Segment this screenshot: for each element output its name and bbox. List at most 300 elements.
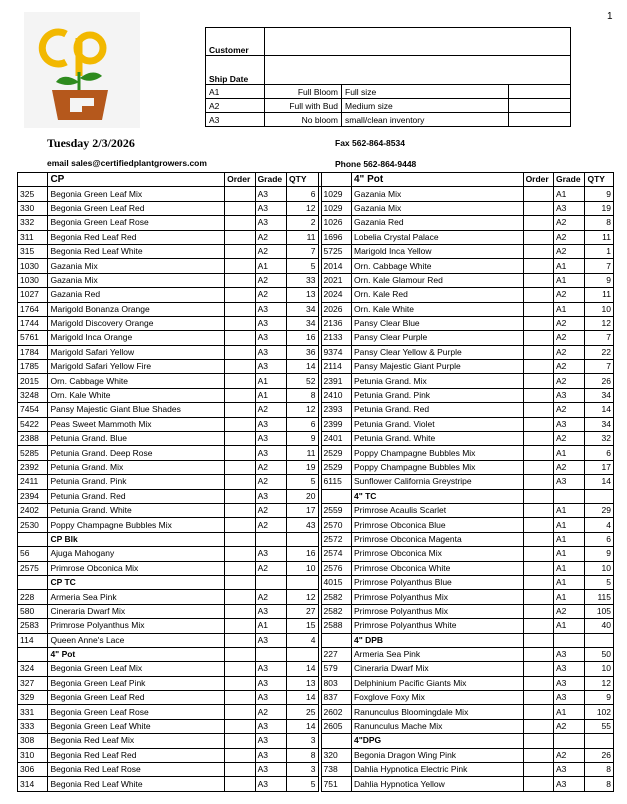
order-cell[interactable] xyxy=(523,403,553,417)
item-name: Orn. Kale White xyxy=(351,302,523,316)
item-code: 330 xyxy=(18,201,48,215)
table-row xyxy=(18,633,614,647)
table-row xyxy=(18,288,614,302)
order-cell[interactable] xyxy=(523,676,553,690)
item-grade: A3 xyxy=(554,647,585,661)
order-cell[interactable] xyxy=(225,230,255,244)
table-row xyxy=(18,475,614,489)
order-cell[interactable] xyxy=(523,662,553,676)
item-grade: A3 xyxy=(554,201,585,215)
item-code: 5725 xyxy=(321,244,351,258)
item-qty: 9 xyxy=(585,187,614,201)
item-grade: A3 xyxy=(255,763,286,777)
item-name: Ranunculus Mache Mix xyxy=(351,719,523,733)
order-cell[interactable] xyxy=(523,777,553,791)
item-code: 2574 xyxy=(321,547,351,561)
order-cell[interactable] xyxy=(225,331,255,345)
item-name: Primrose Obconica Magenta xyxy=(351,532,523,546)
order-cell[interactable] xyxy=(523,360,553,374)
item-qty: 12 xyxy=(585,316,614,330)
item-name: Begonia Red Leaf Mix xyxy=(48,734,225,748)
item-qty: 34 xyxy=(287,316,318,330)
order-cell[interactable] xyxy=(523,187,553,201)
item-code: 2136 xyxy=(321,316,351,330)
order-cell[interactable] xyxy=(523,547,553,561)
order-cell[interactable] xyxy=(523,575,553,589)
item-grade: A3 xyxy=(554,662,585,676)
item-code: 2410 xyxy=(321,388,351,402)
item-name: Petunia Grand. White xyxy=(351,432,523,446)
order-cell[interactable] xyxy=(225,302,255,316)
order-cell[interactable] xyxy=(523,244,553,258)
order-cell[interactable] xyxy=(523,705,553,719)
item-code: 2576 xyxy=(321,561,351,575)
item-grade: A2 xyxy=(554,360,585,374)
order-cell[interactable] xyxy=(225,432,255,446)
item-grade: A1 xyxy=(554,518,585,532)
customer-field[interactable] xyxy=(265,28,571,56)
order-cell[interactable] xyxy=(523,590,553,604)
table-row xyxy=(18,460,614,474)
item-name: Cineraria Dwarf Mix xyxy=(48,604,225,618)
order-cell[interactable] xyxy=(225,417,255,431)
item-grade: A3 xyxy=(255,216,286,230)
item-name: Begonia Green Leaf Rose xyxy=(48,705,225,719)
order-cell[interactable] xyxy=(225,360,255,374)
order-cell[interactable] xyxy=(225,201,255,215)
item-qty: 8 xyxy=(287,748,318,762)
order-cell[interactable] xyxy=(523,259,553,273)
order-cell[interactable] xyxy=(225,719,255,733)
order-cell[interactable] xyxy=(523,273,553,287)
order-cell[interactable] xyxy=(523,619,553,633)
item-name: Poppy Champagne Bubbles Mix xyxy=(351,460,523,474)
item-name: Petunia Grand. Violet xyxy=(351,417,523,431)
order-cell[interactable] xyxy=(225,489,255,503)
order-cell[interactable] xyxy=(225,777,255,791)
item-qty: 2 xyxy=(287,216,318,230)
section-heading: 4" DPB xyxy=(351,633,523,647)
item-code: 114 xyxy=(18,633,48,647)
order-cell[interactable] xyxy=(523,763,553,777)
item-code: 1030 xyxy=(18,273,48,287)
item-qty: 5 xyxy=(287,475,318,489)
order-cell[interactable] xyxy=(225,561,255,575)
table-row xyxy=(18,676,614,690)
table-row xyxy=(18,331,614,345)
item-qty: 8 xyxy=(585,216,614,230)
table-row xyxy=(18,432,614,446)
order-cell[interactable] xyxy=(225,288,255,302)
order-cell[interactable] xyxy=(225,604,255,618)
section-heading: CP TC xyxy=(48,575,225,589)
order-cell[interactable] xyxy=(523,647,553,661)
item-qty: 6 xyxy=(585,446,614,460)
item-name: Armeria Sea Pink xyxy=(351,647,523,661)
order-cell[interactable] xyxy=(225,244,255,258)
item-name: Lobelia Crystal Palace xyxy=(351,230,523,244)
item-name: Primrose Acaulis Scarlet xyxy=(351,503,523,517)
item-qty: 10 xyxy=(287,561,318,575)
item-grade: A2 xyxy=(554,216,585,230)
item-name: Begonia Green Leaf Red xyxy=(48,201,225,215)
item-grade: A3 xyxy=(255,316,286,330)
order-header: Order xyxy=(523,173,553,187)
grade-size: small/clean inventory xyxy=(342,113,509,127)
item-qty: 13 xyxy=(287,288,318,302)
item-qty: 32 xyxy=(585,432,614,446)
order-cell[interactable] xyxy=(225,460,255,474)
item-name: Primrose Polyanthus Blue xyxy=(351,575,523,589)
item-qty: 50 xyxy=(585,647,614,661)
order-cell[interactable] xyxy=(523,288,553,302)
item-grade: A1 xyxy=(554,273,585,287)
item-code: 2399 xyxy=(321,417,351,431)
item-code: 227 xyxy=(321,647,351,661)
table-row xyxy=(18,201,614,215)
item-name: Pansy Clear Purple xyxy=(351,331,523,345)
order-cell[interactable] xyxy=(225,316,255,330)
item-qty: 7 xyxy=(585,360,614,374)
order-cell[interactable] xyxy=(523,460,553,474)
item-grade: A1 xyxy=(554,503,585,517)
item-qty: 12 xyxy=(287,201,318,215)
order-cell[interactable] xyxy=(225,345,255,359)
item-grade: A2 xyxy=(554,432,585,446)
item-qty: 10 xyxy=(585,302,614,316)
table-row xyxy=(18,575,614,589)
item-qty: 19 xyxy=(287,460,318,474)
order-cell[interactable] xyxy=(225,734,255,748)
item-qty: 5 xyxy=(287,259,318,273)
order-cell[interactable] xyxy=(225,763,255,777)
table-row xyxy=(18,187,614,201)
item-grade: A3 xyxy=(255,547,286,561)
qty-cell xyxy=(287,575,318,589)
logo-leaf-left xyxy=(56,77,79,85)
item-code: 803 xyxy=(321,676,351,690)
item-qty: 8 xyxy=(287,388,318,402)
item-qty: 26 xyxy=(585,374,614,388)
item-code: 324 xyxy=(18,662,48,676)
item-code: 2559 xyxy=(321,503,351,517)
order-cell[interactable] xyxy=(523,503,553,517)
table-header-row xyxy=(18,173,614,187)
item-grade: A1 xyxy=(255,619,286,633)
order-cell[interactable] xyxy=(523,230,553,244)
item-name: Begonia Red Leaf Red xyxy=(48,748,225,762)
item-code: 2529 xyxy=(321,446,351,460)
item-code: 1026 xyxy=(321,216,351,230)
item-qty: 4 xyxy=(287,633,318,647)
item-grade: A2 xyxy=(554,403,585,417)
order-cell[interactable] xyxy=(523,302,553,316)
grade-blank xyxy=(509,113,571,127)
item-qty: 26 xyxy=(585,748,614,762)
table-row xyxy=(18,489,614,503)
item-code: 2588 xyxy=(321,619,351,633)
item-grade: A2 xyxy=(255,518,286,532)
item-code: 4015 xyxy=(321,575,351,589)
item-name: Begonia Red Leaf White xyxy=(48,244,225,258)
item-code: 1027 xyxy=(18,288,48,302)
item-qty: 34 xyxy=(585,417,614,431)
order-cell[interactable] xyxy=(523,734,553,748)
section-heading: 4" TC xyxy=(351,489,523,503)
item-grade: A3 xyxy=(554,388,585,402)
item-qty: 25 xyxy=(287,705,318,719)
order-cell[interactable] xyxy=(225,216,255,230)
order-cell[interactable] xyxy=(523,345,553,359)
item-qty: 1 xyxy=(585,244,614,258)
item-name: Primrose Polyanthus Mix xyxy=(351,604,523,618)
item-code: 310 xyxy=(18,748,48,762)
order-cell[interactable] xyxy=(225,619,255,633)
item-name: Begonia Green Leaf Rose xyxy=(48,216,225,230)
order-cell[interactable] xyxy=(523,446,553,460)
item-name: Gazania Red xyxy=(351,216,523,230)
cp-logo-icon xyxy=(24,12,140,128)
item-qty: 3 xyxy=(287,734,318,748)
item-name: Armeria Sea Pink xyxy=(48,590,225,604)
item-grade: A2 xyxy=(255,273,286,287)
item-name: Poppy Champagne Bubbles Mix xyxy=(351,446,523,460)
item-name: Petunia Grand. Blue xyxy=(48,432,225,446)
logo-letter-c xyxy=(42,32,66,64)
item-qty: 14 xyxy=(585,475,614,489)
item-code: 1696 xyxy=(321,230,351,244)
item-name: Petunia Grand. Mix xyxy=(351,374,523,388)
item-code: 2394 xyxy=(18,489,48,503)
item-grade: A1 xyxy=(554,532,585,546)
order-cell[interactable] xyxy=(225,662,255,676)
item-qty: 29 xyxy=(585,503,614,517)
order-cell[interactable] xyxy=(523,417,553,431)
item-grade: A2 xyxy=(255,705,286,719)
item-qty: 8 xyxy=(585,777,614,791)
table-row xyxy=(18,446,614,460)
grade-cell xyxy=(255,647,286,661)
order-cell[interactable] xyxy=(523,432,553,446)
order-cell[interactable] xyxy=(523,216,553,230)
item-grade: A2 xyxy=(554,604,585,618)
item-code: 2401 xyxy=(321,432,351,446)
item-code: 1029 xyxy=(321,187,351,201)
item-qty: 9 xyxy=(287,432,318,446)
item-code: 2014 xyxy=(321,259,351,273)
table-row xyxy=(18,590,614,604)
item-code: 2411 xyxy=(18,475,48,489)
item-code: 2583 xyxy=(18,619,48,633)
item-qty: 115 xyxy=(585,590,614,604)
item-qty: 7 xyxy=(287,244,318,258)
section-heading: 4" Pot xyxy=(48,647,225,661)
item-grade: A3 xyxy=(255,331,286,345)
item-name: Petunia Grand. Red xyxy=(351,403,523,417)
item-qty: 22 xyxy=(585,345,614,359)
item-name: Primrose Polyanthus Mix xyxy=(48,619,225,633)
order-cell[interactable] xyxy=(225,388,255,402)
section-code-cell xyxy=(18,532,48,546)
item-qty: 17 xyxy=(585,460,614,474)
table-row xyxy=(18,273,614,287)
order-cell[interactable] xyxy=(225,273,255,287)
item-name: Petunia Grand. Deep Rose xyxy=(48,446,225,460)
item-name: Orn. Kale Red xyxy=(351,288,523,302)
item-code: 2114 xyxy=(321,360,351,374)
order-cell[interactable] xyxy=(523,374,553,388)
item-qty: 52 xyxy=(287,374,318,388)
item-name: Marigold Safari Yellow Fire xyxy=(48,360,225,374)
customer-label: Customer xyxy=(206,28,265,56)
item-code: 325 xyxy=(18,187,48,201)
item-code: 738 xyxy=(321,763,351,777)
item-name: Petunia Grand. Red xyxy=(48,489,225,503)
item-grade: A3 xyxy=(255,302,286,316)
table-row xyxy=(18,518,614,532)
order-cell[interactable] xyxy=(523,388,553,402)
availability-table xyxy=(17,172,614,792)
item-grade: A2 xyxy=(554,288,585,302)
item-name: Petunia Grand. Pink xyxy=(48,475,225,489)
item-name: Primrose Obconica White xyxy=(351,561,523,575)
item-name: Marigold Inca Orange xyxy=(48,331,225,345)
table-row xyxy=(18,417,614,431)
order-cell[interactable] xyxy=(225,518,255,532)
order-cell[interactable] xyxy=(225,475,255,489)
item-grade: A3 xyxy=(255,748,286,762)
item-qty: 19 xyxy=(585,201,614,215)
item-qty: 3 xyxy=(287,763,318,777)
table-row xyxy=(18,719,614,733)
qty-header: QTY xyxy=(585,173,614,187)
item-qty: 17 xyxy=(287,503,318,517)
qty-cell xyxy=(287,532,318,546)
item-qty: 55 xyxy=(585,719,614,733)
table-row xyxy=(18,259,614,273)
item-code: 2575 xyxy=(18,561,48,575)
code-header xyxy=(321,173,351,187)
order-cell[interactable] xyxy=(523,633,553,647)
order-cell[interactable] xyxy=(523,518,553,532)
item-grade: A1 xyxy=(554,302,585,316)
order-cell[interactable] xyxy=(523,719,553,733)
item-grade: A3 xyxy=(255,691,286,705)
item-grade: A1 xyxy=(554,575,585,589)
item-qty: 11 xyxy=(585,230,614,244)
item-code: 1784 xyxy=(18,345,48,359)
logo-leaf-right xyxy=(80,73,102,81)
item-grade: A2 xyxy=(255,460,286,474)
item-grade: A1 xyxy=(554,446,585,460)
item-qty: 36 xyxy=(287,345,318,359)
order-cell[interactable] xyxy=(523,561,553,575)
order-cell[interactable] xyxy=(225,403,255,417)
item-name: Primrose Obconica Blue xyxy=(351,518,523,532)
section-code-cell xyxy=(18,575,48,589)
item-code: 2582 xyxy=(321,590,351,604)
order-cell[interactable] xyxy=(225,647,255,661)
item-name: Primrose Polyanthus Mix xyxy=(351,590,523,604)
item-code: 2529 xyxy=(321,460,351,474)
item-code: 329 xyxy=(18,691,48,705)
item-code: 2402 xyxy=(18,503,48,517)
order-cell[interactable] xyxy=(523,475,553,489)
order-cell[interactable] xyxy=(523,532,553,546)
item-qty: 6 xyxy=(287,417,318,431)
code-header xyxy=(18,173,48,187)
order-cell[interactable] xyxy=(225,748,255,762)
order-cell[interactable] xyxy=(523,316,553,330)
item-name: Peas Sweet Mammoth Mix xyxy=(48,417,225,431)
order-cell[interactable] xyxy=(225,590,255,604)
order-cell[interactable] xyxy=(225,676,255,690)
order-cell[interactable] xyxy=(225,503,255,517)
item-name: Queen Anne's Lace xyxy=(48,633,225,647)
item-name: Pansy Clear Blue xyxy=(351,316,523,330)
item-grade: A1 xyxy=(554,561,585,575)
right-section-title: 4" Pot xyxy=(351,173,523,187)
order-cell[interactable] xyxy=(225,374,255,388)
item-name: Begonia Green Leaf Red xyxy=(48,691,225,705)
item-grade: A2 xyxy=(255,561,286,575)
order-cell[interactable] xyxy=(225,691,255,705)
contact-email[interactable]: email sales@certifiedplantgrowers.com xyxy=(47,158,207,168)
item-grade: A2 xyxy=(554,460,585,474)
order-cell[interactable] xyxy=(225,705,255,719)
order-cell[interactable] xyxy=(523,331,553,345)
order-cell[interactable] xyxy=(225,532,255,546)
item-qty: 7 xyxy=(585,259,614,273)
item-grade: A3 xyxy=(255,604,286,618)
grade-desc: Full with Bud xyxy=(265,99,342,113)
item-code: 306 xyxy=(18,763,48,777)
order-cell[interactable] xyxy=(523,748,553,762)
item-name: Begonia Green Leaf Mix xyxy=(48,187,225,201)
item-qty: 34 xyxy=(585,388,614,402)
item-grade: A1 xyxy=(554,547,585,561)
order-cell[interactable] xyxy=(225,187,255,201)
item-name: Delphinium Pacific Giants Mix xyxy=(351,676,523,690)
order-cell[interactable] xyxy=(523,691,553,705)
order-cell[interactable] xyxy=(225,446,255,460)
item-name: Petunia Grand. White xyxy=(48,503,225,517)
order-info-table xyxy=(205,27,571,127)
order-cell[interactable] xyxy=(225,547,255,561)
section-heading: CP Blk xyxy=(48,532,225,546)
item-grade: A3 xyxy=(255,360,286,374)
item-code: 2024 xyxy=(321,288,351,302)
item-grade: A3 xyxy=(255,633,286,647)
order-cell[interactable] xyxy=(225,575,255,589)
item-grade: A2 xyxy=(554,316,585,330)
order-cell[interactable] xyxy=(523,604,553,618)
item-name: Begonia Red Leaf Rose xyxy=(48,763,225,777)
order-cell[interactable] xyxy=(523,489,553,503)
order-cell[interactable] xyxy=(225,633,255,647)
order-cell[interactable] xyxy=(225,259,255,273)
table-row xyxy=(18,691,614,705)
table-row xyxy=(18,216,614,230)
item-qty: 7 xyxy=(585,331,614,345)
item-grade: A3 xyxy=(255,201,286,215)
ship-date-field[interactable] xyxy=(265,56,571,85)
item-grade: A2 xyxy=(554,345,585,359)
table-row xyxy=(18,777,614,791)
order-cell[interactable] xyxy=(523,201,553,215)
grade-cell xyxy=(554,734,585,748)
section-code-cell xyxy=(321,734,351,748)
